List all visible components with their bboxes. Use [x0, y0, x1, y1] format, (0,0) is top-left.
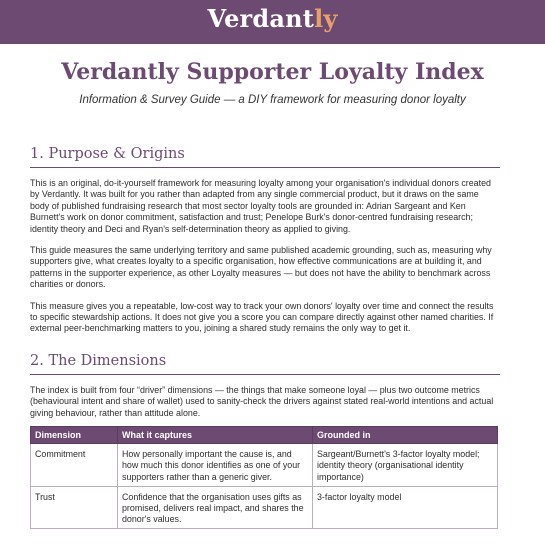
brand-name-accent: ly — [314, 4, 338, 33]
table-cell: Confidence that the organisation uses gifts as promised, delivers real impact, and shares the donor's values. — [118, 486, 313, 529]
document-title: Verdantly Supporter Loyalty Index — [61, 59, 484, 85]
paragraph: This measure gives you a repeatable, low-cost way to track your own donors' loyalty over time and connect the results to specific stewardship actions. It does not give you a score you can compare directly against other named charities. If external peer-benchmarking matters to you, joining a shared study remains the only way to get it. — [30, 300, 494, 334]
section-heading-purpose: 1. Purpose & Origins — [30, 146, 500, 168]
table-cell: Sargeant/Burnett's 3-factor loyalty model; identity theory (organisational identity importance) — [313, 444, 498, 487]
column-header: Dimension — [31, 427, 118, 444]
paragraph: The index is built from four “driver” dimensions — the things that make someone loyal — plus two outcome metrics (behavioural intent and share of wallet) used to sanity-check the drivers against stated real-world intentions and actual giving behaviour, rather than attitude alone. — [30, 384, 494, 418]
brand-header-bar — [0, 0, 545, 44]
table-cell: How personally important the cause is, and how much this donor identifies as one of your supporters rather than a generic giver. — [118, 444, 313, 487]
table-row — [31, 444, 498, 487]
brand-name-main: Verdant — [207, 4, 315, 33]
dimensions-table — [30, 426, 498, 529]
table-row — [31, 486, 498, 529]
paragraph: This is an original, do-it-yourself framework for measuring loyalty among your organisation's individual donors created by Verdantly. It was built for you rather than adapted from any single commercial product, but it draws on the same body of published fundraising research that most sector loyalty tools are grounded in: Adrian Sargeant and Ken Burnett's work on donor commitment, satisfaction and trust; Penelope Burk's donor-centred fundraising research; identity theory and Deci and Ryan's self-determination theory as applied to giving. — [30, 178, 491, 234]
table-cell: Trust — [31, 486, 118, 529]
table-cell: 3-factor loyalty model — [313, 486, 498, 529]
column-header: What it captures — [118, 427, 313, 444]
column-header: Grounded in — [313, 427, 498, 444]
paragraph: This guide measures the same underlying territory and same published academic grounding, such as, measuring why supporters give, what creates loyalty to a specific organisation, how effective communications are at building it, and patterns in the supporter experience, as other Loyalty measures — but does not have the ability to benchmark across charities or donors. — [30, 245, 492, 290]
table-cell: Commitment — [31, 444, 118, 487]
document-subtitle: Information & Survey Guide — a DIY framework for measuring donor loyalty — [79, 94, 466, 106]
document-body — [30, 146, 500, 529]
brand-logo — [207, 4, 337, 33]
table-header-row — [31, 427, 498, 444]
section-heading-dimensions: 2. The Dimensions — [30, 353, 500, 375]
